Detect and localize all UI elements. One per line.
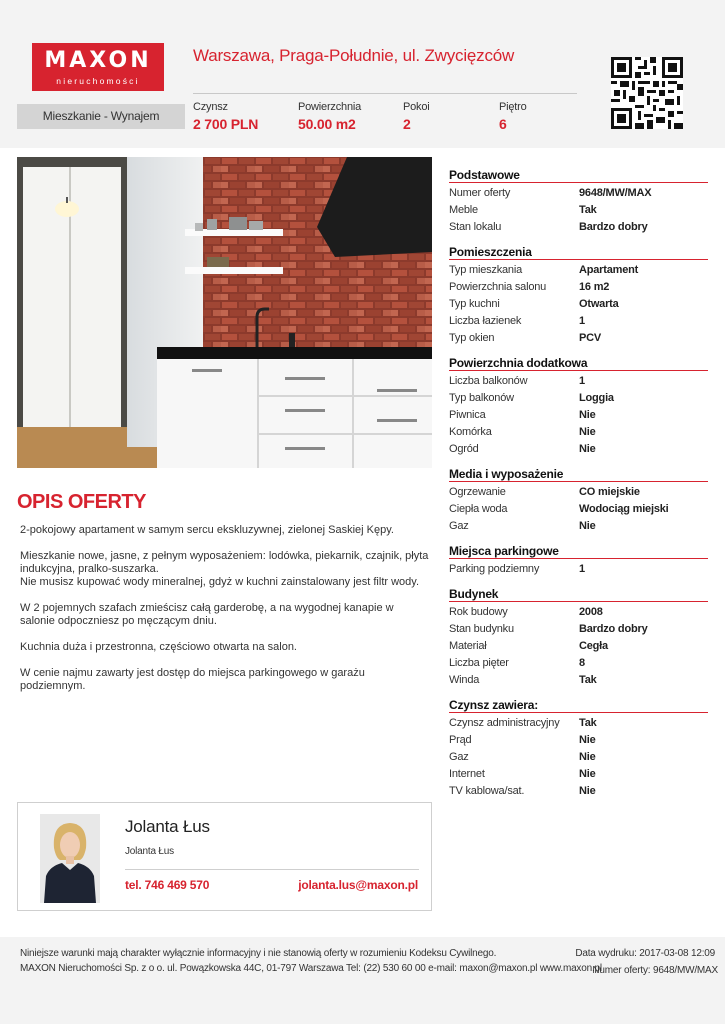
spec-row — [449, 749, 708, 766]
spec-label: Liczba balkonów — [449, 375, 528, 387]
spec-section-title: Pomieszczenia — [449, 245, 708, 260]
spec-value: Nie — [579, 426, 596, 438]
spec-row — [449, 262, 708, 279]
stat-floor — [499, 101, 527, 132]
stat-rooms — [403, 101, 430, 132]
logo-main-text: MAXON — [44, 48, 152, 73]
spec-value: 2008 — [579, 606, 603, 618]
agent-card — [17, 802, 432, 911]
description-paragraph: W 2 pojemnych szafach zmieścisz całą garderobę, a na wygodnej kanapie w salonie odpoczniesz po męczącym dniu. — [20, 602, 394, 627]
spec-row — [449, 672, 708, 689]
spec-label: Ciepła woda — [449, 503, 508, 515]
spec-row — [449, 732, 708, 749]
stat-area — [298, 101, 361, 132]
spec-label: Liczba łazienek — [449, 315, 522, 327]
description-paragraph: Mieszkanie nowe, jasne, z pełnym wyposażeniem: lodówka, piekarnik, czajnik, płyta indukcyjna, pralko-suszarka. — [20, 550, 429, 575]
logo-sub-text: nieruchomości — [56, 76, 140, 86]
property-address: Warszawa, Praga-Południe, ul. Zwycięzców — [193, 46, 515, 65]
spec-label: Internet — [449, 768, 485, 780]
stat-value: 2 700 PLN — [193, 116, 259, 132]
spec-row — [449, 715, 708, 732]
spec-section-title: Miejsca parkingowe — [449, 544, 708, 559]
spec-section — [449, 698, 708, 800]
spec-label: Liczba pięter — [449, 657, 509, 669]
spec-section-title: Powierzchnia dodatkowa — [449, 356, 708, 371]
agent-subtitle: Jolanta Łus — [125, 846, 174, 857]
spec-row — [449, 638, 708, 655]
spec-value: Nie — [579, 768, 596, 780]
spec-value: 9648/MW/MAX — [579, 187, 652, 199]
stat-value: 50.00 m2 — [298, 116, 356, 132]
spec-value: Wodociąg miejski — [579, 503, 669, 515]
spec-label: Gaz — [449, 520, 469, 532]
spec-label: Komórka — [449, 426, 492, 438]
spec-row — [449, 330, 708, 347]
spec-row — [449, 561, 708, 578]
spec-row — [449, 604, 708, 621]
description-paragraph: 2-pokojowy apartament w samym sercu ekskluzywnej, zielonej Saskiej Kępy. — [20, 524, 394, 536]
property-specs — [449, 168, 708, 809]
spec-label: Prąd — [449, 734, 472, 746]
footer-offer-number: Numer oferty: 9648/MW/MAX — [592, 965, 718, 976]
spec-value: Apartament — [579, 264, 639, 276]
spec-value: Nie — [579, 734, 596, 746]
spec-value: 16 m2 — [579, 281, 610, 293]
spec-label: Typ balkonów — [449, 392, 514, 404]
spec-row — [449, 655, 708, 672]
spec-label: Numer oferty — [449, 187, 511, 199]
header-band — [0, 0, 725, 148]
description-body — [20, 524, 430, 706]
spec-section — [449, 587, 708, 689]
spec-value: Nie — [579, 785, 596, 797]
spec-row — [449, 185, 708, 202]
spec-value: PCV — [579, 332, 602, 344]
spec-row — [449, 373, 708, 390]
spec-section-title: Budynek — [449, 587, 708, 602]
spec-row — [449, 313, 708, 330]
stat-rent — [193, 101, 258, 132]
spec-row — [449, 407, 708, 424]
spec-value: Otwarta — [579, 298, 619, 310]
spec-label: Czynsz administracyjny — [449, 717, 560, 729]
spec-label: Ogród — [449, 443, 479, 455]
spec-value: CO miejskie — [579, 486, 640, 498]
footer-disclaimer: Niniejsze warunki mają charakter wyłącznie informacyjny i nie stanowią oferty w rozumieniu Kodeksu Cywilnego. — [20, 948, 497, 959]
stat-label: Czynsz — [193, 101, 228, 113]
agent-email-link[interactable]: jolanta.lus@maxon.pl — [298, 878, 418, 892]
agent-divider — [125, 869, 419, 870]
spec-row — [449, 390, 708, 407]
spec-value: 1 — [579, 563, 585, 575]
spec-section — [449, 356, 708, 458]
spec-row — [449, 296, 708, 313]
spec-row — [449, 766, 708, 783]
spec-value: Bardzo dobry — [579, 221, 648, 233]
spec-label: Parking podziemny — [449, 563, 540, 575]
spec-value: Cegła — [579, 640, 608, 652]
spec-label: TV kablowa/sat. — [449, 785, 525, 797]
footer-company-info: MAXON Nieruchomości Sp. z o o. ul. Powązkowska 44C, 01-797 Warszawa Tel: (22) 530 60 00 e-mail: maxon@maxon.pl www.maxon.pl — [20, 963, 602, 974]
spec-section-title: Podstawowe — [449, 168, 708, 183]
spec-label: Typ okien — [449, 332, 495, 344]
spec-value: Nie — [579, 409, 596, 421]
spec-value: Tak — [579, 204, 597, 216]
agent-name: Jolanta Łus — [125, 817, 210, 836]
spec-row — [449, 783, 708, 800]
spec-label: Stan budynku — [449, 623, 514, 635]
stat-label: Piętro — [499, 101, 527, 113]
spec-label: Ogrzewanie — [449, 486, 506, 498]
spec-label: Piwnica — [449, 409, 486, 421]
spec-label: Meble — [449, 204, 478, 216]
spec-row — [449, 279, 708, 296]
spec-section-title: Media i wyposażenie — [449, 467, 708, 482]
spec-row — [449, 441, 708, 458]
spec-row — [449, 202, 708, 219]
spec-section — [449, 544, 708, 578]
spec-value: Nie — [579, 751, 596, 763]
spec-section — [449, 168, 708, 236]
description-paragraph: Nie musisz kupować wody mineralnej, gdyż w kuchni zainstalowany jest filtr wody. — [20, 576, 420, 588]
spec-label: Stan lokalu — [449, 221, 502, 233]
spec-row — [449, 621, 708, 638]
spec-value: Tak — [579, 674, 597, 686]
spec-label: Materiał — [449, 640, 487, 652]
spec-row — [449, 501, 708, 518]
footer-band — [0, 937, 725, 1024]
spec-label: Gaz — [449, 751, 469, 763]
spec-label: Typ mieszkania — [449, 264, 523, 276]
stat-label: Pokoi — [403, 101, 430, 113]
spec-label: Rok budowy — [449, 606, 508, 618]
header-divider — [193, 93, 577, 94]
kitchen-photo[interactable] — [17, 157, 432, 468]
qr-code-icon[interactable] — [611, 57, 683, 129]
spec-section — [449, 245, 708, 347]
spec-section-title: Czynsz zawiera: — [449, 698, 708, 713]
description-title: OPIS OFERTY — [17, 491, 146, 513]
spec-value: 1 — [579, 375, 585, 387]
spec-label: Typ kuchni — [449, 298, 500, 310]
spec-value: Bardzo dobry — [579, 623, 648, 635]
stat-value: 6 — [499, 116, 507, 132]
spec-value: Nie — [579, 520, 596, 532]
agent-avatar — [40, 814, 100, 903]
spec-label: Powierzchnia salonu — [449, 281, 547, 293]
spec-row — [449, 424, 708, 441]
agent-phone-link[interactable]: tel. 746 469 570 — [125, 878, 210, 892]
property-type-badge: Mieszkanie - Wynajem — [17, 104, 185, 129]
spec-value: Nie — [579, 443, 596, 455]
spec-value: Loggia — [579, 392, 614, 404]
description-paragraph: Kuchnia duża i przestronna, częściowo otwarta na salon. — [20, 641, 297, 653]
description-paragraph: W cenie najmu zawarty jest dostęp do miejsca parkingowego w garażu podziemnym. — [20, 667, 365, 692]
spec-value: 1 — [579, 315, 585, 327]
spec-label: Winda — [449, 674, 480, 686]
spec-row — [449, 484, 708, 501]
spec-row — [449, 219, 708, 236]
spec-value: Tak — [579, 717, 597, 729]
spec-value: 8 — [579, 657, 585, 669]
footer-print-date: Data wydruku: 2017-03-08 12:09 — [575, 948, 715, 959]
maxon-logo[interactable] — [32, 43, 164, 91]
stat-label: Powierzchnia — [298, 101, 362, 113]
stat-value: 2 — [403, 116, 411, 132]
spec-section — [449, 467, 708, 535]
spec-row — [449, 518, 708, 535]
